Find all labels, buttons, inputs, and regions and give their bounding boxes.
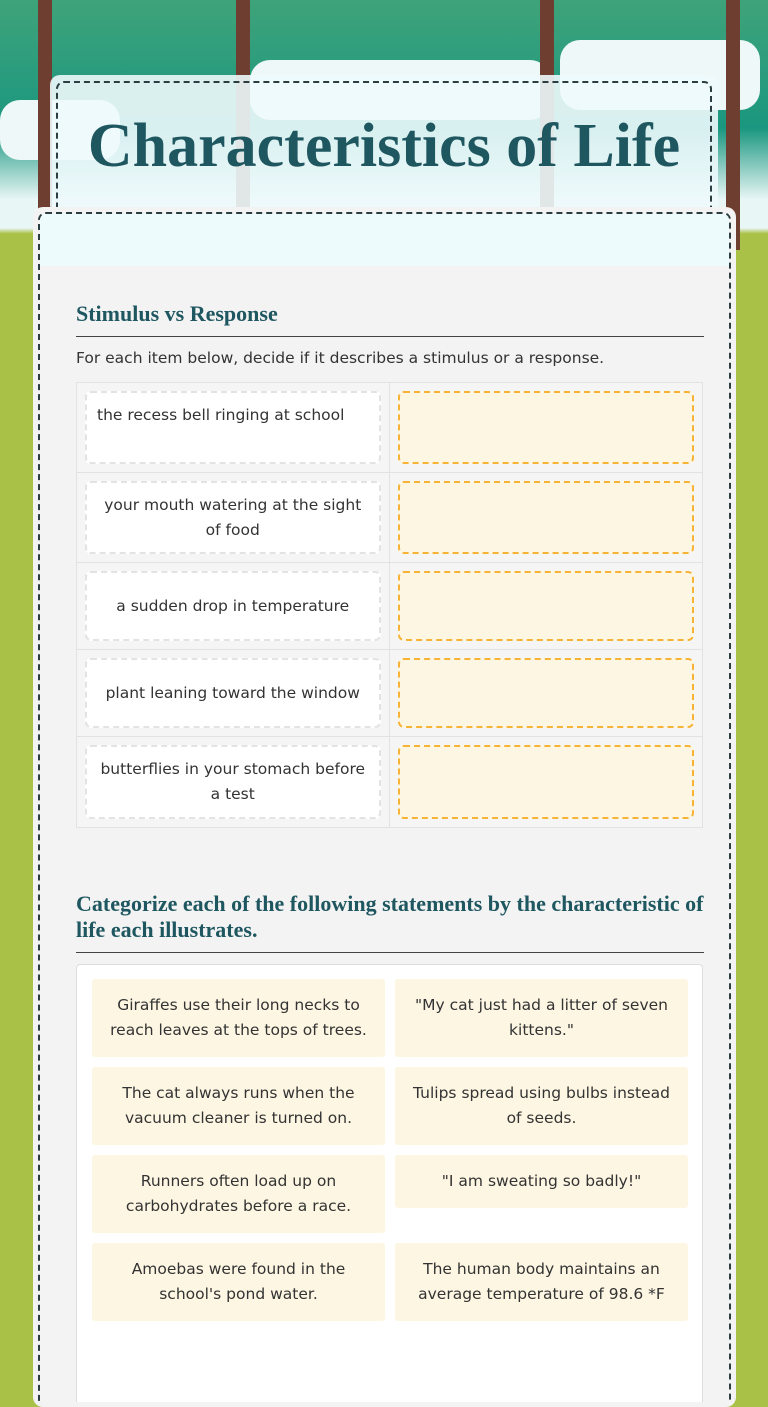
table-row — [77, 563, 702, 650]
draggable-item[interactable]: butterflies in your stomach before a test — [85, 745, 381, 819]
drop-zone[interactable] — [398, 391, 695, 464]
drop-zone[interactable] — [398, 571, 695, 641]
section-heading-categorize: Categorize each of the following statements by the characteristic of life each illustrates. — [76, 891, 704, 942]
table-row — [77, 473, 702, 563]
divider — [76, 336, 704, 337]
title-card — [50, 75, 718, 215]
draggable-item[interactable]: the recess bell ringing at school — [85, 391, 381, 464]
categorize-pool — [76, 964, 703, 1402]
table-row — [77, 737, 702, 827]
draggable-item[interactable]: your mouth watering at the sight of food — [85, 481, 381, 554]
table-row — [77, 650, 702, 737]
category-card[interactable]: The cat always runs when the vacuum cleaner is turned on. — [92, 1067, 385, 1145]
divider — [76, 952, 704, 953]
drop-zone[interactable] — [398, 481, 695, 554]
category-card[interactable]: "My cat just had a litter of seven kittens." — [395, 979, 688, 1057]
worksheet-card — [33, 207, 736, 1407]
page-title: Characteristics of Life — [87, 111, 681, 180]
drop-zone[interactable] — [398, 658, 695, 728]
category-card[interactable]: Amoebas were found in the school's pond water. — [92, 1243, 385, 1321]
table-row — [77, 383, 702, 473]
category-card[interactable]: Runners often load up on carbohydrates before a race. — [92, 1155, 385, 1233]
match-table — [76, 382, 703, 828]
draggable-item[interactable]: a sudden drop in temperature — [85, 571, 381, 641]
instructions: For each item below, decide if it describes a stimulus or a response. — [76, 349, 605, 367]
category-card[interactable]: Tulips spread using bulbs instead of seeds. — [395, 1067, 688, 1145]
category-card[interactable]: "I am sweating so badly!" — [395, 1155, 688, 1208]
drop-zone[interactable] — [398, 745, 695, 819]
draggable-item[interactable]: plant leaning toward the window — [85, 658, 381, 728]
category-card[interactable]: Giraffes use their long necks to reach leaves at the tops of trees. — [92, 979, 385, 1057]
section-heading-stimulus-response: Stimulus vs Response — [76, 301, 278, 326]
category-card[interactable]: The human body maintains an average temperature of 98.6 *F — [395, 1243, 688, 1321]
